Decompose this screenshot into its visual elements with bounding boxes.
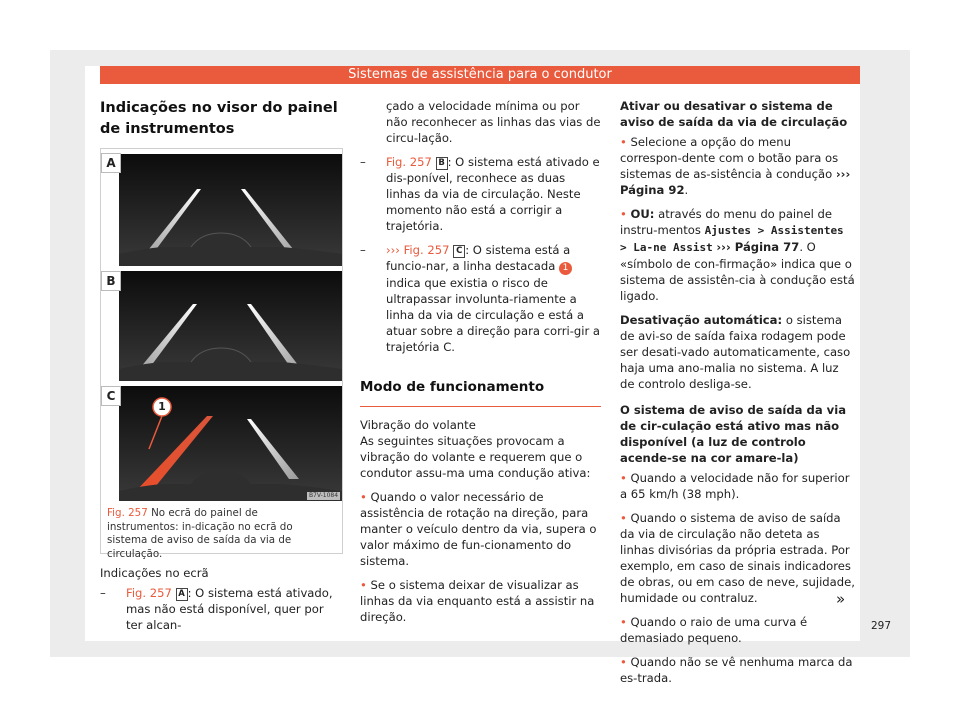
sub-heading: Indicações no ecrã (100, 566, 209, 580)
continued-text: çado a velocidade mínima ou por não reconhecer as linhas das vias de circu-lação. (386, 99, 601, 145)
bullet-text: Quando a velocidade não for superior a 65 km/h (38 mph). (620, 471, 850, 501)
subsection-title: Ativar ou desativar o sistema de aviso de saída da via de circulação (620, 99, 848, 129)
list-dash: – (100, 586, 106, 600)
left-bottom-text (100, 565, 341, 633)
bullet-item (360, 577, 601, 625)
figure-caption (107, 507, 332, 561)
bullet-dot: • (620, 207, 631, 221)
bullet-dot: • (360, 490, 371, 504)
bullet-dot: • (620, 471, 631, 485)
bullet-text: Quando o raio de uma curva é demasiado pequeno. (620, 615, 808, 645)
list-dash: – (360, 243, 366, 257)
panel-b (119, 271, 342, 381)
panel-label-a: A (101, 153, 121, 173)
item-text: : O sistema está a funcio-nar, a linha destacada (386, 243, 571, 273)
bullet-dot: • (620, 615, 631, 629)
bullet-lead: OU: (630, 207, 655, 221)
list-item (360, 154, 601, 234)
bullet-text: através do menu do painel de instru-mentos (620, 207, 833, 237)
bullet-text: Quando não se vê nenhuma marca da es-trada. (620, 655, 853, 685)
bullet-tail: . O «símbolo de con-firmação» indica que o sistema de assistên-cia à condução está ligado. (620, 240, 855, 303)
caption-ref[interactable]: Fig. 257 (107, 507, 148, 519)
figure-link[interactable]: Fig. 257 (386, 155, 432, 169)
page-link[interactable]: ››› Página 77 (716, 240, 800, 254)
right-column (620, 98, 856, 694)
figure-link[interactable]: Fig. 257 (126, 586, 172, 600)
subsection-title: O sistema de aviso de saída da via de cir-culação está ativo mas não disponível (a luz de controlo acende-se na cor amare-la) (620, 403, 847, 465)
callout-number: 1 (158, 400, 166, 413)
paragraph (620, 312, 856, 392)
bullet-item (620, 614, 856, 646)
bullet-dot: • (360, 578, 371, 592)
list-item (100, 585, 341, 633)
chapter-title: Sistemas de assistência para o condutor (348, 67, 612, 82)
bullet-item (620, 510, 856, 606)
figure-link[interactable]: ››› Fig. 257 (386, 243, 450, 257)
bullet-dot: • (620, 511, 631, 525)
vibration-text: As seguintes situações provocam a vibração do volante e requerem que o condutor assu-ma uma condução ativa: (360, 434, 591, 480)
section-heading: Indicações no visor do painel de instrumentos (100, 100, 338, 137)
continued-arrow: » (836, 590, 846, 608)
bullet-item: • Selecione a opção do menu correspon-dente com o botão para os sistemas de as-sistência à condução ››› Página 92. (620, 135, 851, 197)
vibration-title: Vibração do volante (360, 418, 476, 432)
panel-label-b: B (101, 271, 121, 291)
panel-ref-box: C (453, 245, 465, 258)
bullet-item (620, 654, 856, 686)
middle-column (360, 98, 601, 633)
list-item (360, 242, 601, 355)
figure-code: B7V-1084 (308, 492, 339, 499)
left-column (100, 98, 341, 149)
panel-ref-box: B (436, 157, 448, 170)
paragraph-lead: Desativação automática: (620, 313, 783, 327)
item-text-continued: indica que existia o risco de ultrapassar involunta-riamente a linha da via de circulação e está a atuar sobre a direção para corri-gir a trajetória C. (386, 276, 601, 354)
callout-circle: 1 (559, 262, 572, 275)
section-heading: Modo de funcionamento (360, 379, 545, 395)
panel-a (119, 154, 342, 266)
panel-ref-box: A (176, 588, 188, 601)
bullet-item (360, 489, 601, 569)
page-link[interactable]: ››› Página 92 (620, 167, 851, 197)
page-number: 297 (871, 620, 892, 632)
item-text: : O sistema está ativado, mas não está disponível, quer por ter alcan- (126, 586, 333, 632)
bullet-dot: • (620, 655, 631, 669)
figure-257 (100, 148, 343, 554)
figure-illustration (101, 149, 342, 553)
menu-path: Ajustes > Assistentes > La-ne Assist (620, 224, 844, 254)
panel-label-c: C (101, 386, 121, 406)
paragraph-text: o sistema de avi-so de saída faixa rodagem pode ser desati-vado automaticamente, caso haja uma ano-malia no sistema. A luz de controlo desliga-se. (620, 313, 851, 391)
bullet-text: Quando o sistema de aviso de saída da via de circulação não deteta as linhas divisórias da própria estrada. Por exemplo, em caso de sinais indicadores de obras, ou em caso de neve, sujidade, humidade ou contraluz. (620, 511, 855, 605)
bullet-dot: • (620, 135, 631, 149)
item-text: : O sistema está ativado e dis-ponível, reconhece as duas linhas da via de circulação. Neste momento não está a corrigir a trajetória. (386, 155, 600, 233)
chapter-header (100, 66, 860, 84)
bullet-text: Selecione a opção do menu correspon-dente com o botão para os sistemas de as-sistência à condução (620, 135, 839, 181)
bullet-text: Se o sistema deixar de visualizar as linhas da via enquanto está a assistir na direção. (360, 578, 595, 624)
bullet-item (620, 470, 856, 502)
panel-c (119, 386, 342, 501)
list-dash: – (360, 155, 366, 169)
caption-text: No ecrã do painel de instrumentos: in-dicação no ecrã do sistema de aviso de saída da via de circulação. (107, 507, 293, 560)
heading-rule (360, 406, 601, 407)
bullet-text: Quando o valor necessário de assistência de rotação na direção, para manter o veículo dentro da via, supera o valor máximo de fun-cionamento do sistema. (360, 490, 597, 568)
bullet-item (620, 206, 856, 304)
